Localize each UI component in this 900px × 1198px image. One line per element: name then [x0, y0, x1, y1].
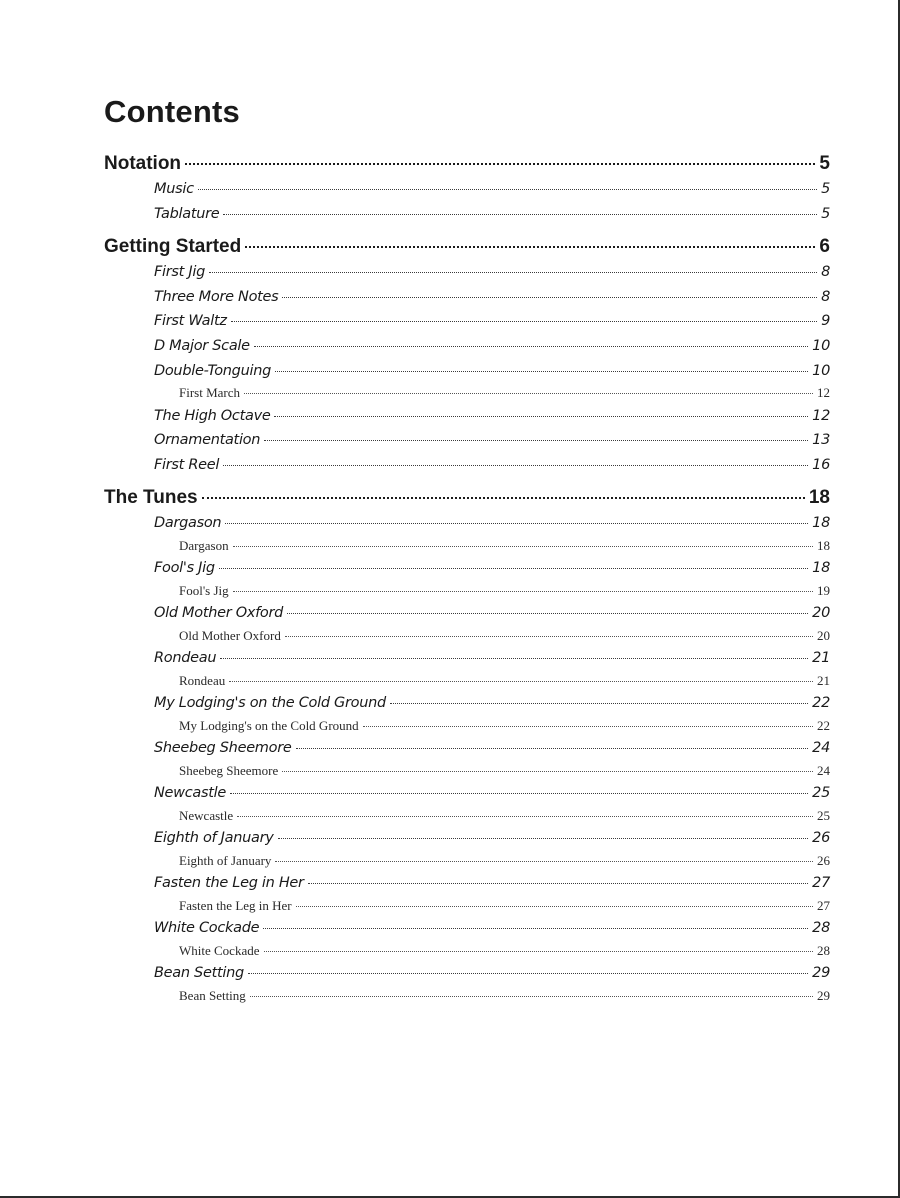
toc-entry-label: Bean Setting: [154, 965, 244, 982]
toc-entry-label: White Cockade: [154, 920, 260, 937]
toc-entry-label: Rondeau: [154, 650, 217, 667]
toc-subsection-entry[interactable]: [104, 359, 830, 384]
toc-entry-label: Three More Notes: [154, 288, 279, 305]
toc-page-number: 24: [817, 762, 830, 778]
toc-subsection-entry[interactable]: [104, 285, 830, 310]
toc-page-number: 5: [819, 153, 830, 174]
toc-entry-label: First March: [179, 385, 241, 401]
toc-page-number: 20: [812, 605, 830, 622]
toc-tune-entry[interactable]: [104, 896, 830, 916]
toc-page-number: 8: [821, 264, 830, 281]
dot-leader: [209, 272, 817, 273]
toc-entry-label: The Tunes: [104, 487, 198, 509]
dot-leader: [275, 371, 808, 372]
toc-page-number: 27: [817, 897, 830, 913]
toc-page-number: 10: [812, 362, 830, 379]
toc-page-number: 21: [817, 672, 830, 688]
dot-leader: [264, 440, 808, 441]
table-of-contents: [104, 92, 830, 1006]
toc-page-number: 18: [812, 515, 830, 532]
toc-tune-entry[interactable]: [104, 716, 830, 736]
toc-entry-label: The High Octave: [154, 407, 271, 424]
dot-leader: [282, 297, 817, 298]
toc-page-number: 13: [812, 432, 830, 449]
toc-page-number: 10: [812, 337, 830, 354]
toc-subsection-entry[interactable]: [104, 453, 830, 478]
toc-page-number: 26: [817, 852, 830, 868]
toc-tune-entry[interactable]: [104, 806, 830, 826]
dot-leader: [219, 568, 808, 569]
toc-section-heading[interactable]: [104, 485, 830, 511]
toc-entry-label: Old Mother Oxford: [154, 605, 284, 622]
dot-leader: [245, 246, 815, 248]
toc-entry-label: Dargason: [179, 537, 229, 553]
toc-page-number: 28: [812, 920, 830, 937]
dot-leader: [248, 973, 808, 974]
dot-leader: [185, 163, 815, 165]
toc-subsection-entry[interactable]: [104, 511, 830, 536]
toc-entry-label: Ornamentation: [154, 432, 261, 449]
dot-leader: [233, 546, 813, 547]
toc-tune-entry[interactable]: [104, 941, 830, 961]
toc-tune-entry[interactable]: [104, 986, 830, 1006]
toc-page-number: 29: [817, 987, 830, 1003]
toc-subsection-entry[interactable]: [104, 646, 830, 671]
dot-leader: [230, 793, 808, 794]
toc-entry-label: My Lodging's on the Cold Ground: [154, 695, 386, 712]
toc-entry-label: Sheebeg Sheemore: [154, 740, 292, 757]
dot-leader: [296, 906, 813, 907]
toc-subsection-entry[interactable]: [104, 871, 830, 896]
dot-leader: [390, 703, 808, 704]
dot-leader: [285, 636, 813, 637]
dot-leader: [263, 928, 808, 929]
toc-page-number: 6: [819, 236, 830, 258]
toc-subsection-entry[interactable]: [104, 781, 830, 806]
toc-page-number: 27: [812, 875, 830, 892]
dot-leader: [287, 613, 808, 614]
toc-tune-entry[interactable]: [104, 851, 830, 871]
toc-tune-entry[interactable]: [104, 383, 830, 403]
toc-subsection-entry[interactable]: [104, 309, 830, 334]
dot-leader: [250, 996, 813, 997]
toc-entry-label: Notation: [104, 153, 182, 174]
toc-entry-label: First Waltz: [154, 313, 227, 330]
toc-subsection-entry[interactable]: [104, 556, 830, 581]
toc-page-number: 26: [812, 830, 830, 847]
dot-leader: [264, 951, 814, 952]
dot-leader: [231, 321, 817, 322]
dot-leader: [274, 416, 808, 417]
dot-leader: [296, 748, 809, 749]
toc-entry-label: Newcastle: [179, 807, 234, 823]
toc-page-number: 5: [821, 205, 830, 222]
page-title: Contents: [104, 94, 240, 129]
toc-entry-label: First Jig: [154, 264, 205, 281]
toc-subsection-entry[interactable]: [104, 260, 830, 285]
toc-section-heading[interactable]: [104, 234, 830, 260]
toc-entry-label: Tablature: [154, 205, 220, 222]
dot-leader: [229, 681, 813, 682]
toc-entry-label: Rondeau: [179, 672, 226, 688]
toc-page-number: 12: [817, 385, 830, 401]
toc-entry-label: Bean Setting: [179, 987, 246, 1003]
toc-page-number: 18: [817, 537, 830, 553]
toc-subsection-entry[interactable]: [104, 826, 830, 851]
toc-entry-label: Old Mother Oxford: [179, 627, 281, 643]
toc-entry-label: Music: [154, 181, 194, 197]
dot-leader: [282, 771, 813, 772]
toc-tune-entry[interactable]: [104, 671, 830, 691]
dot-leader: [237, 816, 813, 817]
toc-page-number: 9: [821, 313, 830, 330]
toc-entry-label: D Major Scale: [154, 337, 250, 354]
toc-page-number: 19: [817, 582, 830, 598]
toc-list: [104, 151, 830, 1006]
toc-page-number: 12: [812, 407, 830, 424]
toc-tune-entry[interactable]: [104, 626, 830, 646]
toc-page-number: 25: [812, 785, 830, 802]
toc-page-number: 16: [812, 456, 830, 473]
dot-leader: [198, 189, 817, 190]
toc-subsection-entry[interactable]: [104, 177, 830, 202]
toc-entry-label: Newcastle: [154, 785, 226, 802]
toc-subsection-entry[interactable]: [104, 334, 830, 359]
toc-page-number: 21: [812, 650, 830, 667]
toc-entry-label: Eighth of January: [179, 852, 272, 868]
toc-page-number: 18: [812, 560, 830, 577]
dot-leader: [363, 726, 813, 727]
dot-leader: [244, 393, 813, 394]
dot-leader: [278, 838, 809, 839]
dot-leader: [223, 214, 817, 215]
dot-leader: [308, 883, 808, 884]
toc-page-number: 8: [821, 288, 830, 305]
toc-tune-entry[interactable]: [104, 536, 830, 556]
toc-page-number: 28: [817, 942, 830, 958]
toc-tune-entry[interactable]: [104, 761, 830, 781]
toc-entry-label: Getting Started: [104, 236, 242, 258]
toc-subsection-entry[interactable]: [104, 961, 830, 986]
toc-entry-label: White Cockade: [179, 942, 260, 958]
toc-subsection-entry[interactable]: [104, 601, 830, 626]
toc-entry-label: Fool's Jig: [154, 560, 215, 577]
toc-entry-label: My Lodging's on the Cold Ground: [179, 717, 359, 733]
toc-entry-label: Sheebeg Sheemore: [179, 762, 279, 778]
toc-entry-label: Double-Tonguing: [154, 362, 272, 379]
dot-leader: [225, 523, 808, 524]
toc-entry-label: Fool's Jig: [179, 582, 229, 598]
toc-tune-entry[interactable]: [104, 581, 830, 601]
toc-subsection-entry[interactable]: [104, 428, 830, 453]
dot-leader: [220, 658, 808, 659]
toc-entry-label: Fasten the Leg in Her: [154, 875, 304, 892]
dot-leader: [254, 346, 808, 347]
toc-subsection-entry[interactable]: [104, 916, 830, 941]
toc-subsection-entry[interactable]: [104, 736, 830, 761]
toc-entry-label: First Reel: [154, 456, 220, 473]
toc-page-number: 20: [817, 627, 830, 643]
toc-entry-label: Eighth of January: [154, 830, 274, 847]
toc-section-heading[interactable]: [104, 151, 830, 177]
toc-page-number: 22: [817, 717, 830, 733]
toc-subsection-entry[interactable]: [104, 202, 830, 227]
toc-subsection-entry[interactable]: [104, 691, 830, 716]
toc-entry-label: Fasten the Leg in Her: [179, 897, 292, 913]
dot-leader: [233, 591, 813, 592]
dot-leader: [275, 861, 813, 862]
toc-page-number: 24: [812, 740, 830, 757]
toc-entry-label: Dargason: [154, 515, 222, 532]
toc-page-number: 18: [808, 487, 830, 509]
toc-subsection-entry[interactable]: [104, 404, 830, 429]
toc-page-number: 25: [817, 807, 830, 823]
toc-page-number: 29: [812, 965, 830, 982]
toc-page-number: 5: [821, 181, 830, 197]
dot-leader: [223, 465, 808, 466]
dot-leader: [202, 497, 805, 499]
toc-page-number: 22: [812, 695, 830, 712]
